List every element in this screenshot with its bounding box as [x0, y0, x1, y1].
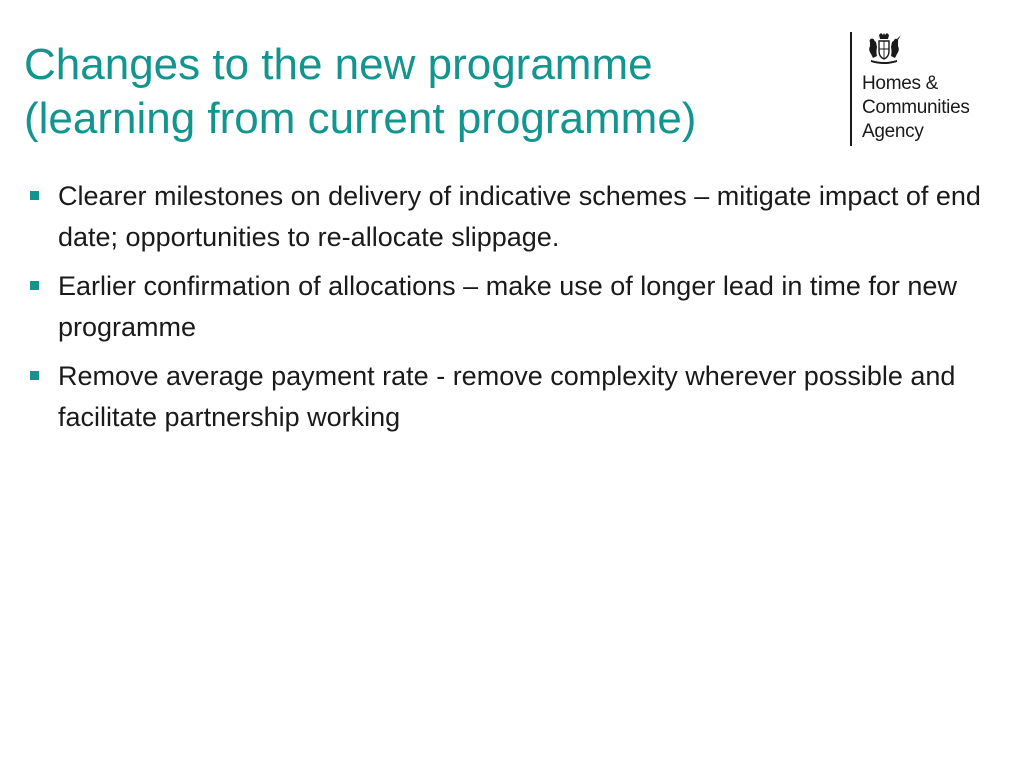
bullet-item — [30, 356, 1005, 438]
bullet-text: Earlier confirmation of allocations – make use of longer lead in time for new programme — [58, 271, 957, 342]
logo-line-2: Communities — [862, 97, 970, 118]
square-bullet-icon — [30, 371, 39, 380]
bullet-item — [30, 176, 1005, 258]
logo-wordmark — [862, 72, 970, 144]
bullet-text: Clearer milestones on delivery of indicative schemes – mitigate impact of end date; opportunities to re-allocate slippage. — [58, 181, 981, 252]
bullet-list — [30, 176, 1005, 446]
slide-title-line-1: Changes to the new programme — [24, 40, 653, 89]
homes-communities-agency-logo — [850, 32, 1010, 150]
square-bullet-icon — [30, 281, 39, 290]
logo-line-1: Homes & — [862, 73, 939, 94]
logo-line-3: Agency — [862, 121, 924, 142]
slide-title — [24, 38, 824, 146]
slide-title-line-2: (learning from current programme) — [24, 94, 697, 143]
bullet-item — [30, 266, 1005, 348]
square-bullet-icon — [30, 191, 39, 200]
bullet-text: Remove average payment rate - remove complexity wherever possible and facilitate partnership working — [58, 361, 956, 432]
royal-crest-icon — [864, 32, 904, 66]
logo-divider — [850, 32, 852, 146]
